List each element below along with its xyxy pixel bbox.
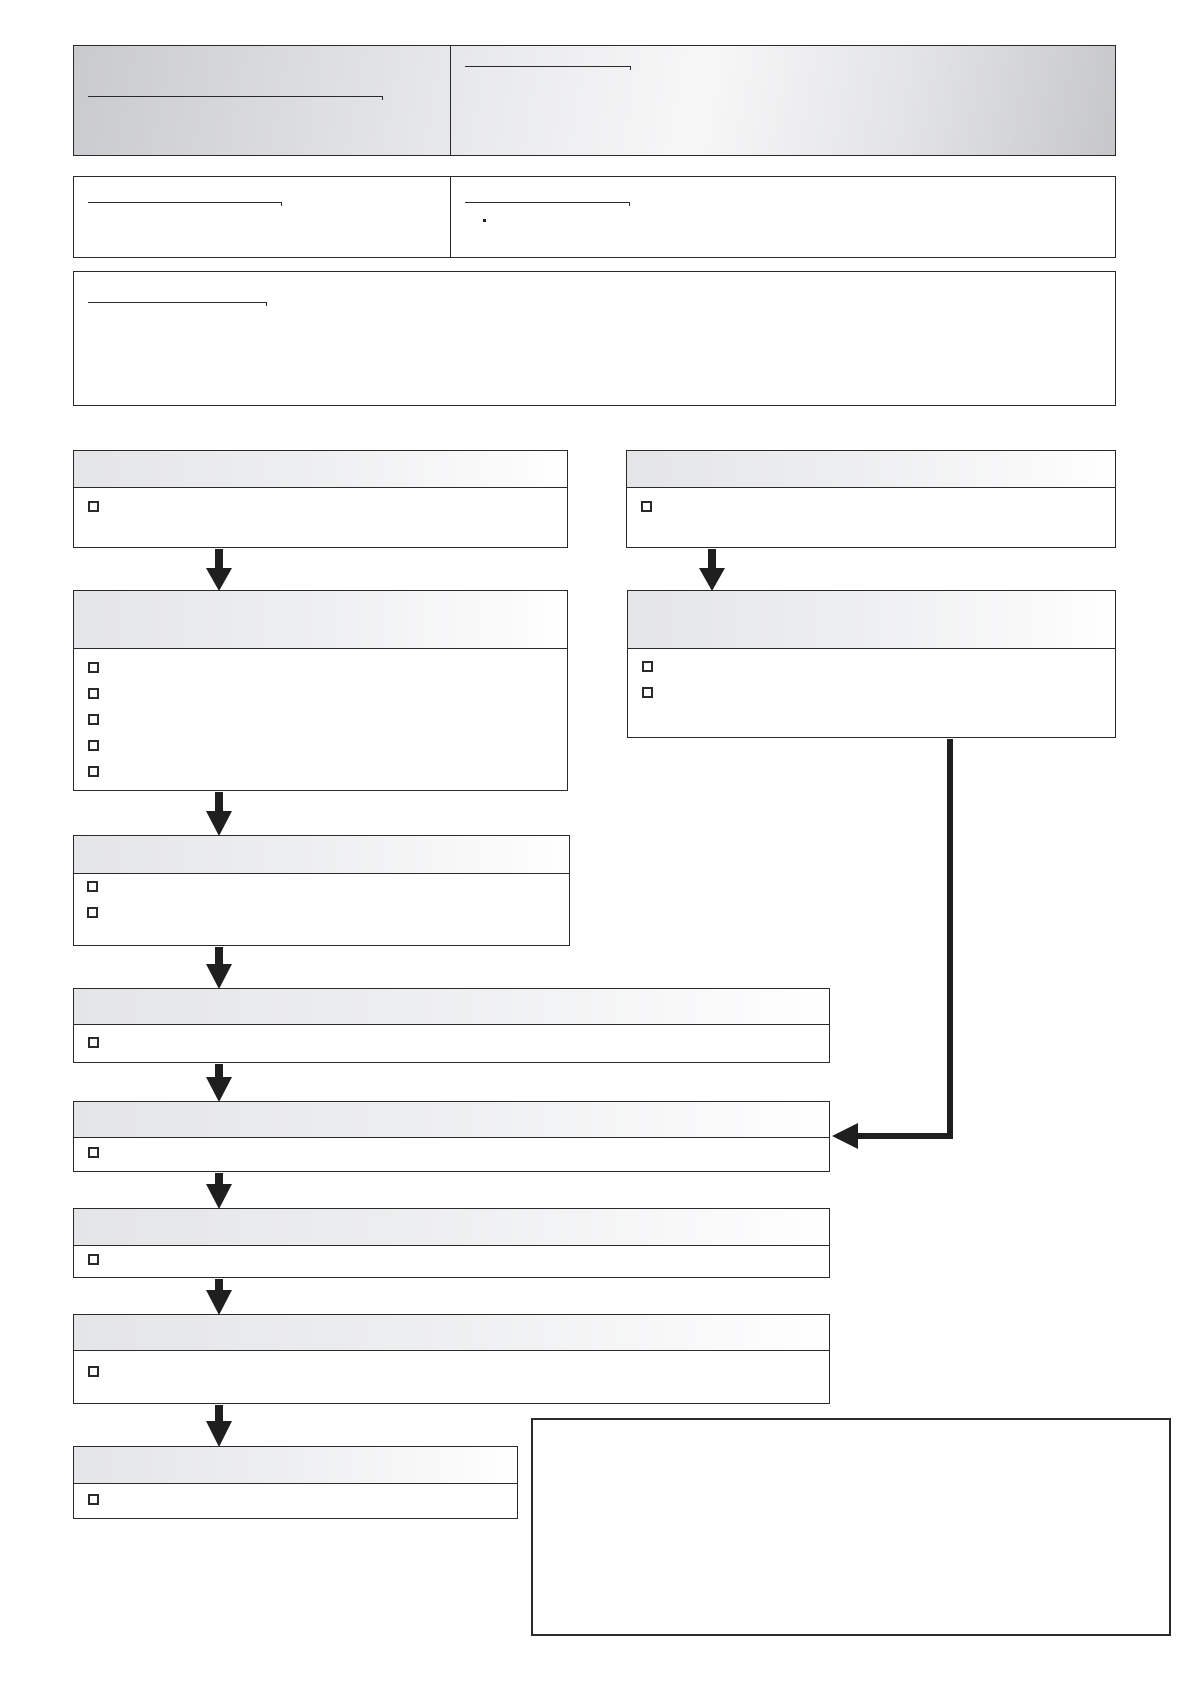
- arrow-shaft: [215, 549, 223, 571]
- merge-arrow-head: [832, 1123, 858, 1149]
- arrow-shaft: [708, 549, 716, 571]
- arrow-head: [206, 1077, 232, 1102]
- arrow-head: [206, 1290, 232, 1315]
- arrow-head: [206, 1421, 232, 1447]
- arrow-shaft: [215, 792, 223, 814]
- arrow-head: [206, 568, 232, 591]
- arrow-shaft: [215, 1405, 223, 1423]
- merge-connector-horizontal: [855, 1133, 953, 1139]
- arrow-head: [206, 964, 232, 989]
- arrow-head: [699, 568, 725, 591]
- arrow-head: [206, 811, 232, 836]
- merge-connector-vertical: [947, 739, 953, 1138]
- arrow-head: [206, 1184, 232, 1209]
